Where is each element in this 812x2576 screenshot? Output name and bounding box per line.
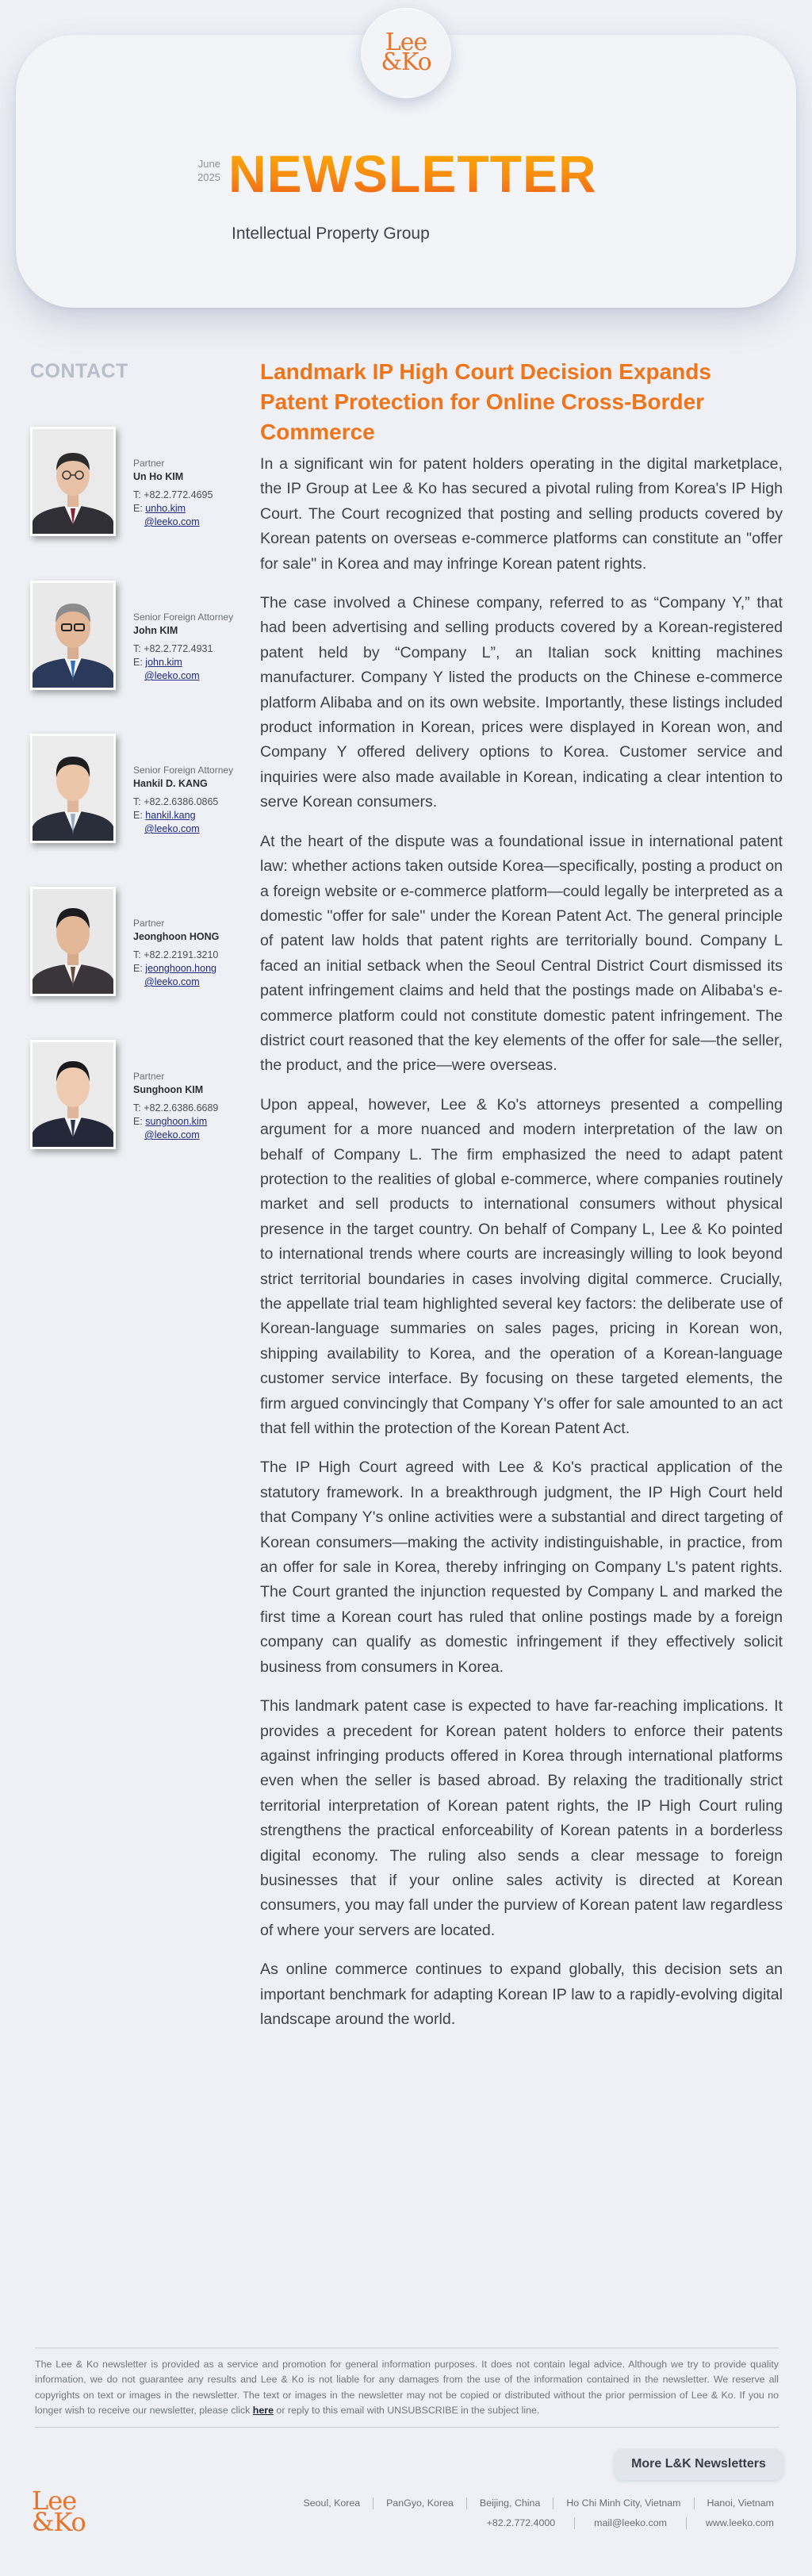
contact-card (30, 427, 252, 546)
contact-email-domain-link[interactable]: @leeko.com (144, 516, 200, 527)
contact-name: Un Ho KIM (133, 471, 184, 482)
contact-role: Partner (133, 1071, 165, 1082)
contact-email (133, 1115, 260, 1129)
office-location: Ho Chi Minh City, Vietnam (553, 2497, 693, 2509)
contact-email-domain-link[interactable]: @leeko.com (144, 976, 200, 987)
logo-line-2: &Ko (381, 48, 431, 76)
article-body (260, 452, 783, 2046)
footer-divider-bottom (35, 2427, 779, 2428)
contact-phone: T: +82.2.772.4695 (133, 489, 213, 500)
article-paragraph: Upon appeal, however, Lee & Ko's attorneys presented a compelling argument for a more nuanced and modern interpretation of the law on behalf of Company L. The firm emphasized the need to adapt patent protection to the realities of global e-commerce, where companies routinely market and sell products to international consumers without physical presence in the target country. On behalf of Company L, Lee & Ko pointed to international trends where courts are increasingly willing to look beyond strict territorial boundaries in cases involving digital commerce. Crucially, the appellate trial team highlighted several key factors: the deliberate use of Korean-language summaries on sales pages, pricing in Korean won, shipping availability to Korea, and the operation of a Korean-language customer service interface. By focusing on these targeted elements, the firm argued convincingly that Company Y's offer for sale amounted to an act that fell within the protection of the Korean Patent Act. (260, 1095, 783, 1438)
contact-role: Senior Foreign Attorney (133, 765, 234, 776)
email-label: E: (133, 963, 143, 974)
contact-phone: T: +82.2.6386.6689 (133, 1102, 219, 1114)
contact-role: Partner (133, 458, 165, 469)
contact-email (133, 809, 260, 822)
contact-photo (30, 581, 116, 690)
person-portrait-icon (33, 1042, 113, 1147)
disclaimer-text: The Lee & Ko newsletter is provided as a service and promotion for general information purposes. It does not contain legal advice. Although we try to provide quality information, we do not guarantee any results and Lee & Ko is not liable for any damages from the use of the information contained in the newsletter. We reserve all copyrights on text or images in the newsletter. The text or images in the newsletter may not be copied or distributed without the prior permission of Lee & Ko. If you no longer wish to receive our newsletter, please click (35, 2359, 779, 2417)
contact-info (133, 457, 260, 529)
contact-name: John KIM (133, 625, 178, 636)
contact-email-link[interactable]: unho.kim (145, 503, 186, 514)
contact-photo (30, 1040, 116, 1149)
article-paragraph: In a significant win for patent holders operating in the digital marketplace, the IP Group at Lee & Ko has secured a pivotal ruling from Korea's IP High Court. The Court recognized that posting and selling products covered by Korean patents on overseas e-commerce platforms can constitute an "offer for sale" in Korea and may infringe Korean patent rights. (260, 455, 783, 573)
contact-phone: T: +82.2.2191.3210 (133, 949, 219, 960)
contact-email-link[interactable]: sunghoon.kim (145, 1116, 208, 1127)
firm-contact-details (487, 2517, 774, 2529)
contact-phone: T: +82.2.772.4931 (133, 643, 213, 654)
contact-card (30, 1040, 252, 1159)
firm-phone: +82.2.772.4000 (486, 2517, 556, 2528)
contact-info (133, 917, 260, 989)
contact-photo (30, 734, 116, 843)
disclaimer-text-end: or reply to this email with UNSUBSCRIBE in the subject line. (273, 2405, 540, 2417)
contact-email (133, 656, 260, 669)
article-paragraph: At the heart of the dispute was a foundational issue in international patent law: whether actions taken outside Korea—specifically, posting a product on a foreign website or e-commerce platform—could legally be interpreted as a domestic "offer for sale" under the Korean Patent Act. The general principle of patent law holds that patent rights are territorially bound. Company L faced an initial setback when the Seoul Central District Court dismissed its patent infringement claims and held that the postings made on Alibaba's e-commerce platform could not constitute domestic patent infringement. The district court reasoned that the key elements of the offer for sale—the seller, the product, and the price—were overseas. (260, 832, 783, 1075)
article-title: Landmark IP High Court Decision Expands Patent Protection for Online Cross-Border Commerce (260, 359, 711, 444)
person-portrait-icon (33, 736, 113, 841)
article-paragraph: This landmark patent case is expected to have far-reaching implications. It provides a precedent for Korean patent holders to enforce their patents against infringing products offered in Korea through international platforms even when the seller is based abroad. By relaxing the traditionally strict territorial interpretation of Korean patent rights, the IP High Court ruling strengthens the practical enforceability of Korean patents in a borderless digital economy. The ruling also sends a clear message to foreign businesses that if your online sales activity is directed at Korean consumers, you may fall under the purview of Korean patent law regardless of where your servers are located. (260, 1697, 783, 1939)
practice-group-subtitle: Intellectual Property Group (232, 224, 430, 243)
email-label: E: (133, 810, 143, 821)
contact-name: Jeonghoon HONG (133, 931, 220, 942)
email-label: E: (133, 657, 143, 668)
legal-disclaimer (35, 2357, 779, 2419)
contact-email-link[interactable]: hankil.kang (145, 810, 196, 821)
lee-ko-logo[interactable] (361, 8, 451, 98)
office-locations (304, 2497, 775, 2509)
office-location: PanGyo, Korea (373, 2497, 466, 2509)
person-portrait-icon (33, 583, 113, 688)
contact-phone: T: +82.2.6386.0865 (133, 796, 219, 807)
contact-name: Hankil D. KANG (133, 778, 208, 789)
contact-info (133, 611, 260, 683)
contact-email-domain-link[interactable]: @leeko.com (144, 1129, 200, 1140)
contact-email-link[interactable]: jeonghoon.hong (145, 963, 216, 974)
more-newsletters-button[interactable]: More L&K Newsletters (614, 2448, 783, 2480)
contact-photo (30, 427, 116, 536)
contact-info (133, 1070, 260, 1142)
article-paragraph: The case involved a Chinese company, referred to as “Company Y,” that had been advertising and selling products covered by a Korean-registered patent held by “Company L”, an Italian sock knitting machines manufacturer. Company Y listed the products on the Chinese e-commerce platform Alibaba and on its own website. Importantly, these listings included product information in Korean, prices were displayed in Korean won, and Company Y offered delivery options to Korea. Customer service and inquiries were also made available in Korean, indicating a clear intention to serve Korean consumers. (260, 594, 783, 811)
firm-website-link[interactable]: www.leeko.com (686, 2517, 774, 2529)
contact-email (133, 962, 260, 976)
contact-role: Partner (133, 918, 165, 929)
footer-logo-line-2: &Ko (32, 2507, 86, 2538)
office-location: Seoul, Korea (303, 2497, 361, 2509)
footer-lee-ko-logo[interactable] (32, 2486, 86, 2538)
person-portrait-icon (33, 429, 113, 534)
email-label: E: (133, 503, 143, 514)
logo-line-1: Lee (385, 29, 427, 57)
person-portrait-icon (33, 889, 113, 994)
footer-logo-line-1: Lee (32, 2486, 77, 2516)
contact-info (133, 764, 260, 836)
contact-email-link[interactable]: john.kim (145, 657, 182, 668)
contact-role: Senior Foreign Attorney (133, 611, 234, 623)
contact-email-domain-link[interactable]: @leeko.com (144, 670, 200, 681)
contact-email (133, 502, 260, 516)
issue-year: 2025 (197, 171, 220, 183)
contact-name: Sunghoon KIM (133, 1084, 204, 1095)
issue-date (184, 157, 220, 184)
office-location: Beijing, China (466, 2497, 553, 2509)
contact-email-domain-link[interactable]: @leeko.com (144, 823, 200, 834)
unsubscribe-link[interactable]: here (252, 2405, 274, 2417)
issue-month: June (197, 158, 220, 170)
firm-email-link[interactable]: mail@leeko.com (574, 2517, 686, 2529)
office-location: Hanoi, Vietnam (694, 2497, 775, 2509)
article-paragraph: As online commerce continues to expand globally, this decision sets an important benchmark for adapting Korean IP law to a rapidly-evolving digital landscape around the world. (260, 1961, 783, 2028)
email-label: E: (133, 1116, 143, 1127)
newsletter-title: NEWSLETTER (228, 144, 597, 203)
contact-card (30, 887, 252, 1006)
article-paragraph: The IP High Court agreed with Lee & Ko's practical application of the statutory framework. In a breakthrough judgment, the IP High Court held that Company Y's online activities were a substantial and direct targeting of Korean consumers—making the activity indistinguishable, in practice, from an offer for sale in Korea, thereby infringing on Company L's patent rights. The Court granted the injunction requested by Company L and marked the first time a Korean court has ruled that online postings made by a foreign company can qualify as domestic infringement if they effectively solicit business from consumers in Korea. (260, 1459, 783, 1676)
contact-heading: CONTACT (30, 360, 128, 382)
contact-photo (30, 887, 116, 996)
contact-card (30, 734, 252, 853)
contact-card (30, 581, 252, 700)
